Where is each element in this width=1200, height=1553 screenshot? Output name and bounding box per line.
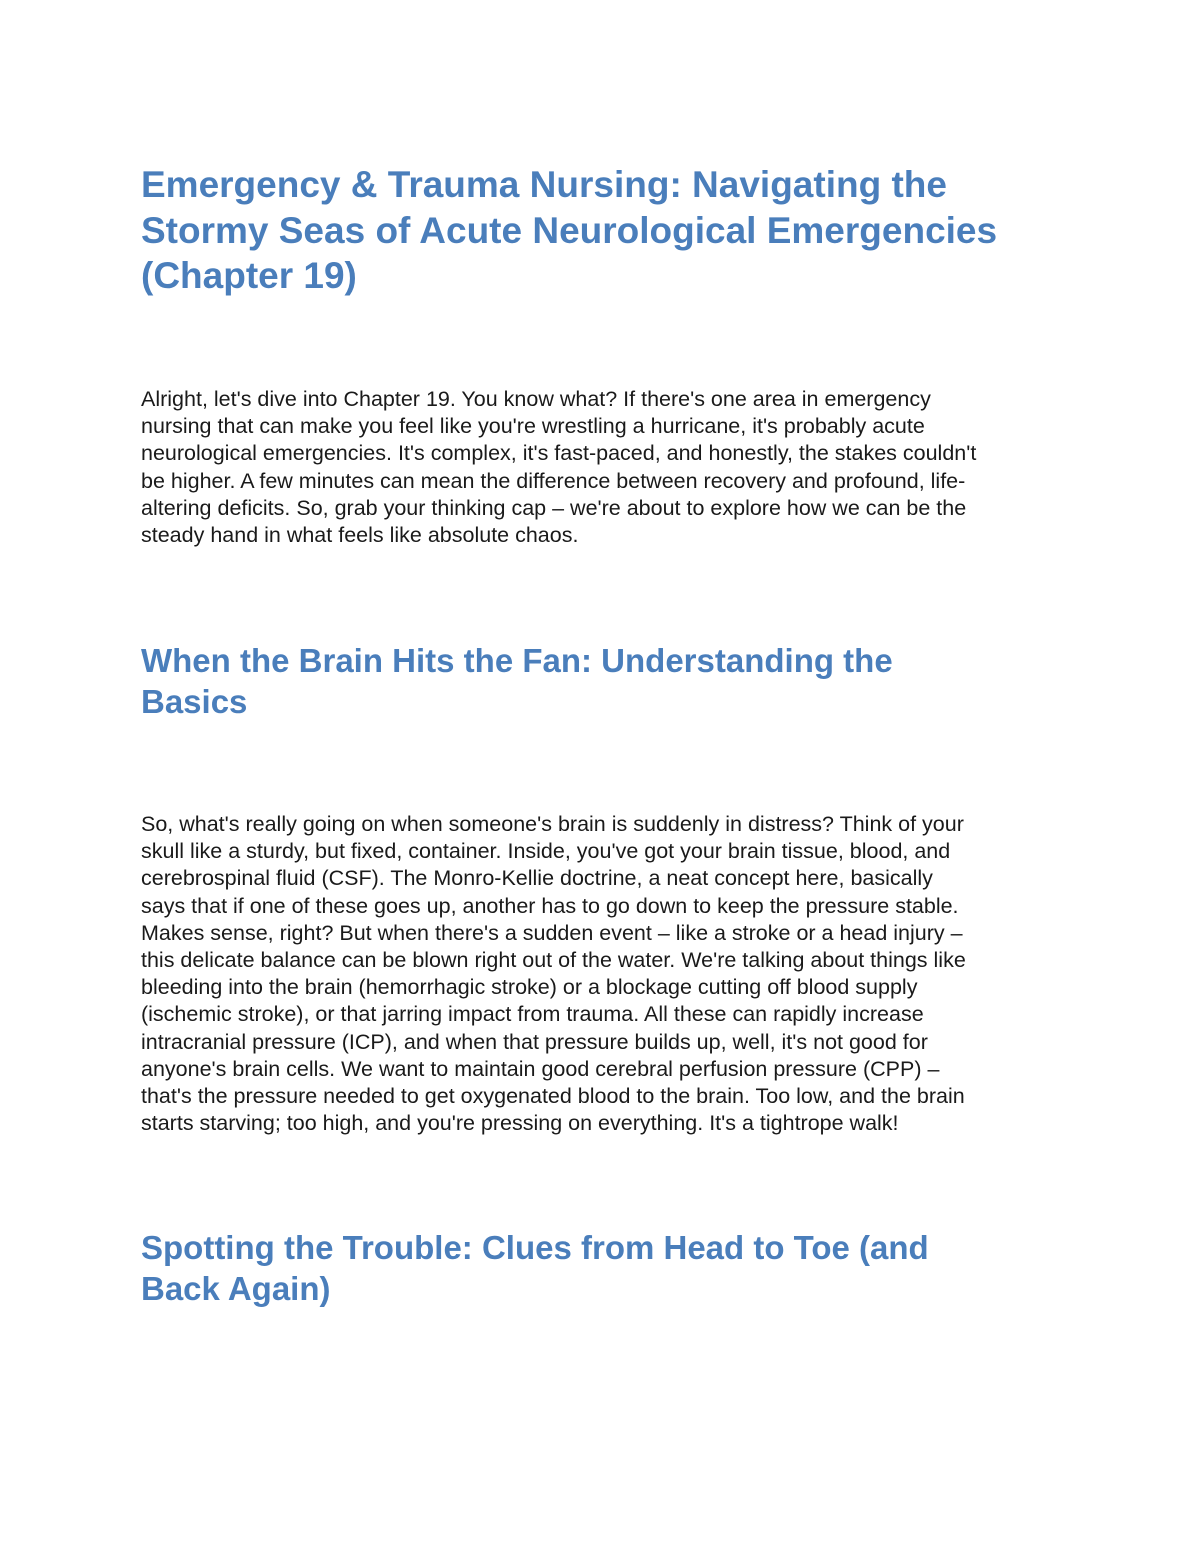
paragraph-line: (ischemic stroke), or that jarring impact from trauma. All these can rapidly increase — [141, 1002, 924, 1027]
paragraph-line: cerebrospinal fluid (CSF). The Monro-Kellie doctrine, a neat concept here, basically — [141, 866, 933, 891]
paragraph-line: says that if one of these goes up, another has to go down to keep the pressure stable. — [141, 893, 959, 918]
paragraph-line: intracranial pressure (ICP), and when that pressure builds up, well, it's not good for — [141, 1029, 928, 1054]
section-heading-spotting-trouble — [141, 1227, 1081, 1309]
paragraph-line: skull like a sturdy, but fixed, container. Inside, you've got your brain tissue, blood, and — [141, 839, 951, 864]
paragraph-line: starts starving; too high, and you're pressing on everything. It's a tightrope walk! — [141, 1111, 899, 1136]
heading-line: Spotting the Trouble: Clues from Head to Toe (and — [141, 1229, 929, 1266]
paragraph-line: altering deficits. So, grab your thinking cap – we're about to explore how we can be the — [141, 495, 967, 520]
title-line: Stormy Seas of Acute Neurological Emergencies — [141, 209, 998, 251]
paragraph-line: So, what's really going on when someone's brain is suddenly in distress? Think of your — [141, 812, 964, 836]
paragraph-line: this delicate balance can be blown right out of the water. We're talking about things like — [141, 948, 966, 973]
paragraph-line: neurological emergencies. It's complex, it's fast-paced, and honestly, the stakes couldn't — [141, 441, 977, 466]
paragraph-line: be higher. A few minutes can mean the difference between recovery and profound, life- — [141, 468, 966, 493]
paragraph-line: bleeding into the brain (hemorrhagic stroke) or a blockage cutting off blood supply — [141, 975, 918, 1000]
paragraph-line: that's the pressure needed to get oxygenated blood to the brain. Too low, and the brain — [141, 1084, 965, 1109]
heading-line: Basics — [141, 683, 248, 720]
paragraph-line: Makes sense, right? But when there's a sudden event – like a stroke or a head injury – — [141, 920, 963, 945]
paragraph-line: steady hand in what feels like absolute chaos. — [141, 523, 579, 548]
title-line: Emergency & Trauma Nursing: Navigating the — [141, 164, 947, 205]
basics-paragraph — [141, 811, 1066, 1137]
intro-paragraph — [141, 386, 1066, 549]
paragraph-line: anyone's brain cells. We want to maintain good cerebral perfusion pressure (CPP) – — [141, 1056, 940, 1081]
paragraph-line: Alright, let's dive into Chapter 19. You know what? If there's one area in emergency — [141, 387, 931, 411]
paragraph-line: nursing that can make you feel like you're wrestling a hurricane, it's probably acute — [141, 414, 925, 439]
title-line: (Chapter 19) — [141, 255, 357, 296]
document-title — [141, 162, 1081, 299]
heading-line: Back Again) — [141, 1270, 331, 1307]
heading-line: When the Brain Hits the Fan: Understanding the — [141, 642, 893, 679]
section-heading-basics — [141, 640, 1081, 722]
